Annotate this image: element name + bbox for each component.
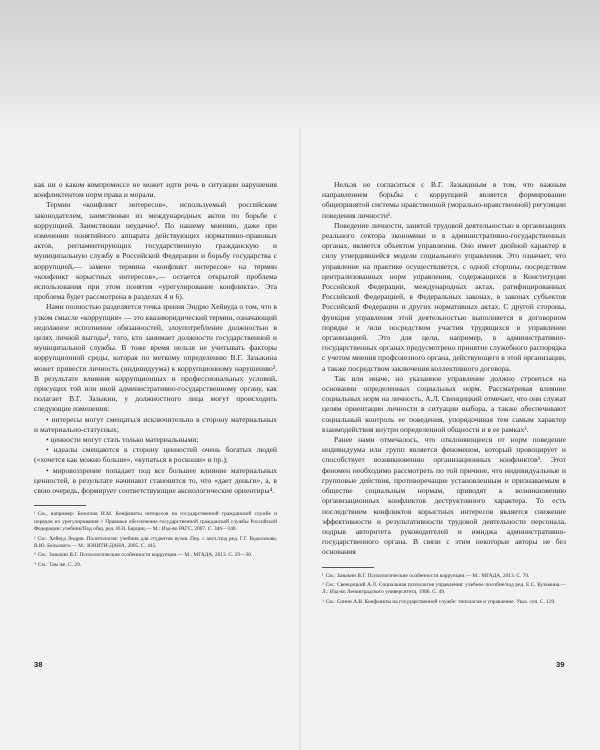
right-paragraph: Так или иначе, но указанное управление должно строиться на основании определенных социальных норм. Рассматривая влияние социальных норм на личность, А.Л. Свенцицкий отмечает, что они служат целям ориентации личности в ситуации выбора, а также обеспечивают социальный контроль ее поведения, упорядочивая тем самым характер взаимодействия внутри определенной общности и в ее рамках². (322, 373, 566, 434)
bullet-item: • ценности могут стать только материальными; (46, 435, 199, 445)
bullet-item: • интересы могут смещаться исключительно в сторону материальных и материально-статусных; (34, 414, 277, 434)
bullet-item: • идеалы смещаются в сторону ценностей очень богатых людей («хочется как можно больше», «купаться в роскоши» и пр.); (34, 445, 277, 465)
footnote (34, 536, 277, 551)
page-gutter (298, 128, 302, 750)
footnote-text: См.: Свенцицкий А.Л. Социальная психология управления: учебное пособие/под ред. Е.С. Кузьмина.— Л.: Изд-во Ленинградского университета, 1986. С. 49. (322, 581, 566, 596)
footnote-number: ² (322, 581, 324, 588)
right-page-body (322, 180, 566, 558)
footnote-number: ² (34, 535, 36, 542)
footnote-text: См.: Хейвуд Эндрю. Политология: учебник для студентов вузов. Пер. с англ./под ред. Г.Г. Водолазова, В.Ю. Бельского.— М.: ЮНИТИ-ДАНА, 2005. С. 445. (34, 535, 277, 549)
right-paragraph: Нельзя не согласиться с В.Г. Зазыкиным в том, что важным направлением борьбы с коррупцией является формирование общепринятой системы нравственной (морально-нравственной) регуляции поведения личности¹. (322, 180, 566, 220)
footnote-number: ¹ (34, 511, 36, 518)
right-footnotes (322, 573, 566, 607)
scan-shadow-band (0, 0, 600, 128)
footnote-text: См.: Зазыкин В.Г. Психологические особенности коррупции.— М.: МГАДА, 2013. С. 70. (325, 572, 530, 579)
footnote-number: ⁴ (34, 561, 36, 568)
footnote (34, 552, 277, 559)
page-number-right: 39 (556, 660, 565, 669)
footnote-text: См.: Там же. С. 29. (37, 561, 82, 568)
left-page-body (34, 180, 277, 496)
footnote-number: ³ (34, 552, 36, 559)
right-paragraph: Ранее нами отмечалось, что отклоняющееся от норм поведение индивидуума или групп является феноменом, который провоцирует и способствует возникновению организационных конфликтов³. Этот феномен необходимо рассмотреть по той причине, что индивидуальные и групповые действия, противоречащие установленным и признаваемым в обществе социальным нормам, приводят к возникновению организационных конфликтов деструктивного характера. То есть последствием конфликтов корыстных интересов является снижение эффективности и результативности трудовой деятельности персонала, подрыв авторитета руководителей и имиджа административно-государственного органа. В связи с этим некоторые авторы не без основания (322, 435, 566, 557)
footnote (34, 511, 277, 533)
footnote-number: ³ (322, 598, 324, 605)
right-page (322, 180, 566, 728)
footnote-text: См., например: Безоглов И.М. Конфликты интересов на государственной гражданской службе и порядок их урегулирования // Правовое обеспечение государственной гражданской службы Российской Федерации: учебник/Под общ. ред. И.Н. Барциц.— М.: Изд-во РАГС, 2007. С. 346—348. (34, 511, 277, 533)
right-paragraph: Поведение личности, занятой трудовой деятельностью в организациях реального сектора экономики и в административно-государственных органах, является объектом управления. Оно имеет двойной характер в силу утвердившейся модели социального управления. Это означает, что управление на практике осуществляется, с одной стороны, посредством централизованных норм управления, содержащихся в Конституции Российской Федерации, международных актах, ратифицированных Российской Федерацией, в Федеральных законах, в законах субъектов Российской Федерации и других нормативных актах. С другой стороны, функция управления этой деятельностью выполняется в договорном порядке и /или посредством участия трудящихся в управлении организацией. Это для цели, например, в административно-государственных органах предусмотрено принятие служебного распорядка с учетом мнения профсоюзного органа, действующего в этой организации, а также посредством заключения коллективного договора. (322, 220, 566, 373)
page-number-left: 38 (34, 660, 43, 669)
footnote-rule (34, 505, 86, 506)
footnote (322, 582, 566, 597)
bullet-item: • мировоззрение попадает под все большее влияние материальных ценностей, в результате начинают становится то, что «дает деньги», а, в свою очередь, формирует соответствующие аксиологические ориентиры⁴. (34, 465, 277, 496)
left-paragraph: Нами полностью разделяется точка зрения Эндрю Хейвуда о том, что в узком смысле «коррупция» — это квазиюридический термин, означающий недолжное исполнение обязанностей, злоупотребление должностью в целях личной выгоды², того, кто занимает должности государственной и муниципальной службы. В тоже время нельзя не учитывать факторы коррупционной среды, которая по меткому определению В.Г. Зазыкина может привести личность (индивидуума) к коррупционному нарушению³. В результате влияния коррупционных и профессиональных условий, присущих той или иной административно-государственному органу, как полагает В.Г. Зазыкин, у должностного лица могут происходить следующие изменения: (34, 302, 277, 414)
footnote (322, 573, 566, 580)
left-page (34, 180, 277, 728)
footnote-text: См.: Сонин А.В. Конфликты на государственной службе: типология и управление. Указ. соч. С. 129. (325, 598, 556, 605)
footnote-text: См.: Зазыкин В.Г. Психологические особенности коррупции.— М.: МГАДА, 2013. С. 29—30. (37, 552, 253, 559)
left-footnotes (34, 511, 277, 569)
left-paragraph: как ни о каком компромиссе не может идти речь в ситуации нарушения конфликтентом норм права и морали. (34, 180, 277, 200)
footnote (34, 562, 277, 569)
footnote-rule (322, 567, 374, 568)
footnote (322, 599, 566, 606)
left-paragraph: Термин «конфликт интересов», используемый российским законодателем, заимствован из международных актов по борьбе с коррупцией. Заимствован неудачно¹. По нашему мнению, даже при изменении понятийного аппарата действующих нормативно-правовых актов, регламентирующих государственную гражданскую и муниципальную службу в Российской Федерации и борьбу государства с коррупцией,— замене термина «конфликт интересов» на термин «конфликт корыстных интересов»,— остается открытой проблема использования при этом понятия «урегулирование конфликта». Эта проблема будет рассмотрена в разделах 4 и 6). (34, 200, 277, 302)
footnote-number: ¹ (322, 572, 324, 579)
